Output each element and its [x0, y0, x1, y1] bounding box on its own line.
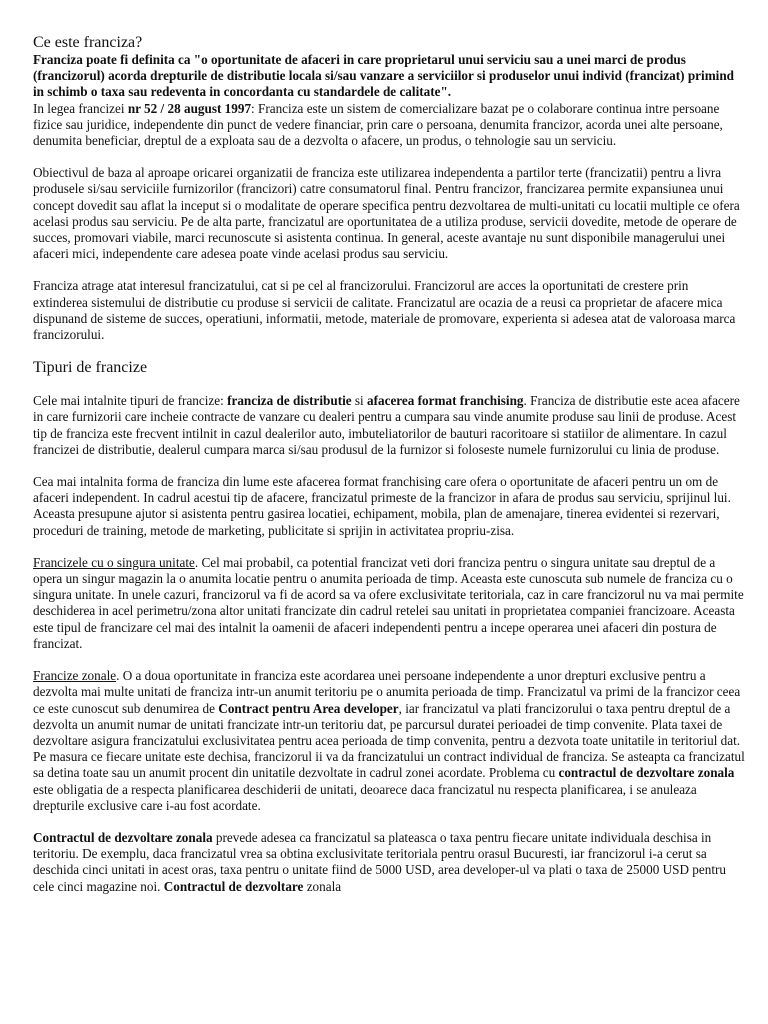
- law-text: : Franciza este un sistem de comercializare bazat pe o colaborare continua intre persoane fizice sau juridice, independente din punct de vedere financiar, prin care o persoana, denumita francizor, acorda unei alte persoane, denumita beneficiar, dreptul de a exploata sau de a dezvolta o afacere, un produs, o tehnologie sau un serviciu.: [33, 100, 723, 149]
- zonal-text-b: , iar francizatul va plati francizorului o taxa pentru dreptul de a dezvolta un anumit numar de unitati francizate intr-un teritoriu dat, pe parcursul duratei perioadei de timp convenite. Plata taxei de dezvoltare asigura francizatului exclusivitatea pentru acea perioada de timp convenita, pentru a dezvota toate unitatile in teritoriul dat. Pe masura ce fiecare unitate este dechisa, francizorul ii va da francizatului un contract individual de franciza. Se asteapta ca francizatul sa detina toate sau un anumit procent din unitatile dezvoltate in cadrul zonei acordate. Problema cu: [33, 700, 745, 781]
- development-contract-paragraph: [33, 830, 745, 895]
- document-page: [33, 34, 745, 911]
- objective-paragraph: Obiectivul de baza al aproape oricarei organizatii de franciza este utilizarea independenta a partilor terte (francizatii) pentru a livra produsele si/sau serviciile furnizorilor (francizori) catre consumatorul final. Pentru francizor, francizarea permite expansiunea unui concept dovedit sau aflat la inceput si o modalitate de operare specifica pentru dezvoltarea de multi-unitati cu locatii multiple ce ofera acelasi produs sau serviciu. Pe de alta parte, francizatul are oportunitatea de a utiliza produse, servicii dovedite, metode de operare de succes, promovari viabile, marci recunoscute si asistenta continua. In general, aceste avantaje nu sunt disponibile managerului unei afaceri mici, independente care adesea poate vinde acelasi produs sau serviciu.: [33, 165, 740, 262]
- interest-paragraph: Franciza atrage atat interesul francizatului, cat si pe cel al francizorului. Francizorul are acces la oportunitati de crestere prin extinderea sistemului de distributie cu produse si servicii de calitate. Francizatul are ocazia de a reusi ca proprietar de afacere mica dispunand de sisteme de succes, operatiuni, informatii, metode, materiale de promovare, experienta si adesea atat de valoroasa marca francizorului.: [33, 278, 736, 343]
- law-prefix: In legea francizei: [33, 100, 128, 116]
- term-zonal-development-contract: contractul de dezvoltare zonala: [558, 765, 735, 781]
- term-development-contract: Contractul de dezvoltare: [163, 878, 304, 894]
- term-zonal-development-contract-2: Contractul de dezvoltare zonala: [33, 829, 213, 845]
- types-paragraph: [33, 393, 745, 458]
- single-unit-text: . Cel mai probabil, ca potential francizat veti dori franciza pentru o singura unitate sau dreptul de a opera un singur magazin la o anumita locatie pentru o anumita perioada de timp. Aceasta este cunoscuta sub numele de franciza cu o singura unitate. In unele cazuri, francizorul va fi de acord sa va ofere exclusivitate teritoriala, caz in care francizorul nu va mai permite deschiderea in acel perimetru/zona altor unitati francizate din cadrul retelei sau unitati in proprietatea companiei francizoare. Aceasta este tipul de francizare cel mai des intalnit la oamenii de afaceri independenti pentru a incepe operarea unei afaceri din postura de francizat.: [33, 554, 744, 651]
- term-single-unit-franchise: Francizele cu o singura unitate: [33, 554, 195, 570]
- zonal-text-a: . O a doua oportunitate in franciza este acordarea unei persoane independente a unor drepturi exclusive pentru a dezvolta mai multe unitati de franciza intr-un anumit teritoriu pe o anumita perioada de timp. Francizatul va primi de la francizor ceea ce este cunoscut sub denumirea de: [33, 668, 741, 716]
- section-title-franchise-types: Tipuri de francize: [33, 359, 148, 377]
- zonal-franchise-paragraph: [33, 668, 745, 814]
- law-reference: nr 52 / 28 august 1997: [127, 100, 252, 116]
- types-conj: si: [351, 393, 368, 409]
- development-text: prevede adesea ca francizatul sa plateasca o taxa pentru fiecare unitate individuala deschisa in teritoriu. De exemplu, daca francizatul vrea sa obtina exclusivitate teritoriala pentru orasul Bucuresti, iar francizorul i-a cerut sa deschida cinci unitati in acest oras, taxa pentru o unitate fiind de 5000 USD, area developer-ul va plati o taxa de 25000 USD pentru cele cinci magazine noi.: [33, 829, 726, 894]
- term-business-format-franchising: afacerea format franchising: [367, 393, 524, 409]
- term-distribution-franchise: franciza de distributie: [227, 393, 352, 409]
- term-zonal-franchise: Francize zonale: [33, 668, 117, 684]
- types-text: . Franciza de distributie este acea afacere in care furnizorii care incheie contracte de vanzare cu dealeri pentru a cumpara sau vinde anumite produse sau linii de produse. Acest tip de franciza este frecvent intilnit in cazul dealerilor auto, imbuteliatorilor de bauturi racoritoare si statiilor de alimentare. In cazul francizei de distributie, dealerul cumpara marca si/sau produsul de la furnizor si foloseste numele furnizorului cu linia de produse.: [33, 393, 740, 457]
- zonal-text-c: este obligatia de a respecta planificarea deschiderii de unitati, deoarece daca francizatul nu respecta planificarea, i se anuleaza drepturile exclusive care i-au fost acordate.: [33, 781, 697, 813]
- section-title-what-is-franchise: Ce este franciza?: [33, 34, 143, 51]
- types-intro: Cele mai intalnite tipuri de francize:: [33, 393, 228, 409]
- law-paragraph: [33, 101, 745, 150]
- franchise-definition: Franciza poate fi definita ca "o oportunitate de afaceri in care proprietarul unui serviciu sau a unei marci de produs (francizorul) acorda drepturile de distributie locala si/sau vanzare a serviciilor si produselor unui individ (francizat) primind in schimb o taxa sau redeventa in concordanta cu standardele de calitate".: [33, 52, 735, 100]
- business-format-paragraph: Cea mai intalnita forma de franciza din lume este afacerea format franchising care ofera o oportunitate de afaceri pentru un om de afaceri independent. In cadrul acestui tip de afacere, francizatul primeste de la francizor in afara de produs sau serviciu, sprijinul lui. Aceasta presupune ajutor si asistenta pentru gasirea locatiei, echipament, mobila, plan de amenajare, tinerea evidentei si rezervari, proceduri de training, metode de marketing, publicitate si sprijin in activitatea propriu-zisa.: [33, 474, 731, 538]
- term-area-developer-contract: Contract pentru Area developer: [218, 700, 399, 716]
- development-tail: zonala: [303, 878, 342, 894]
- single-unit-paragraph: [33, 555, 745, 652]
